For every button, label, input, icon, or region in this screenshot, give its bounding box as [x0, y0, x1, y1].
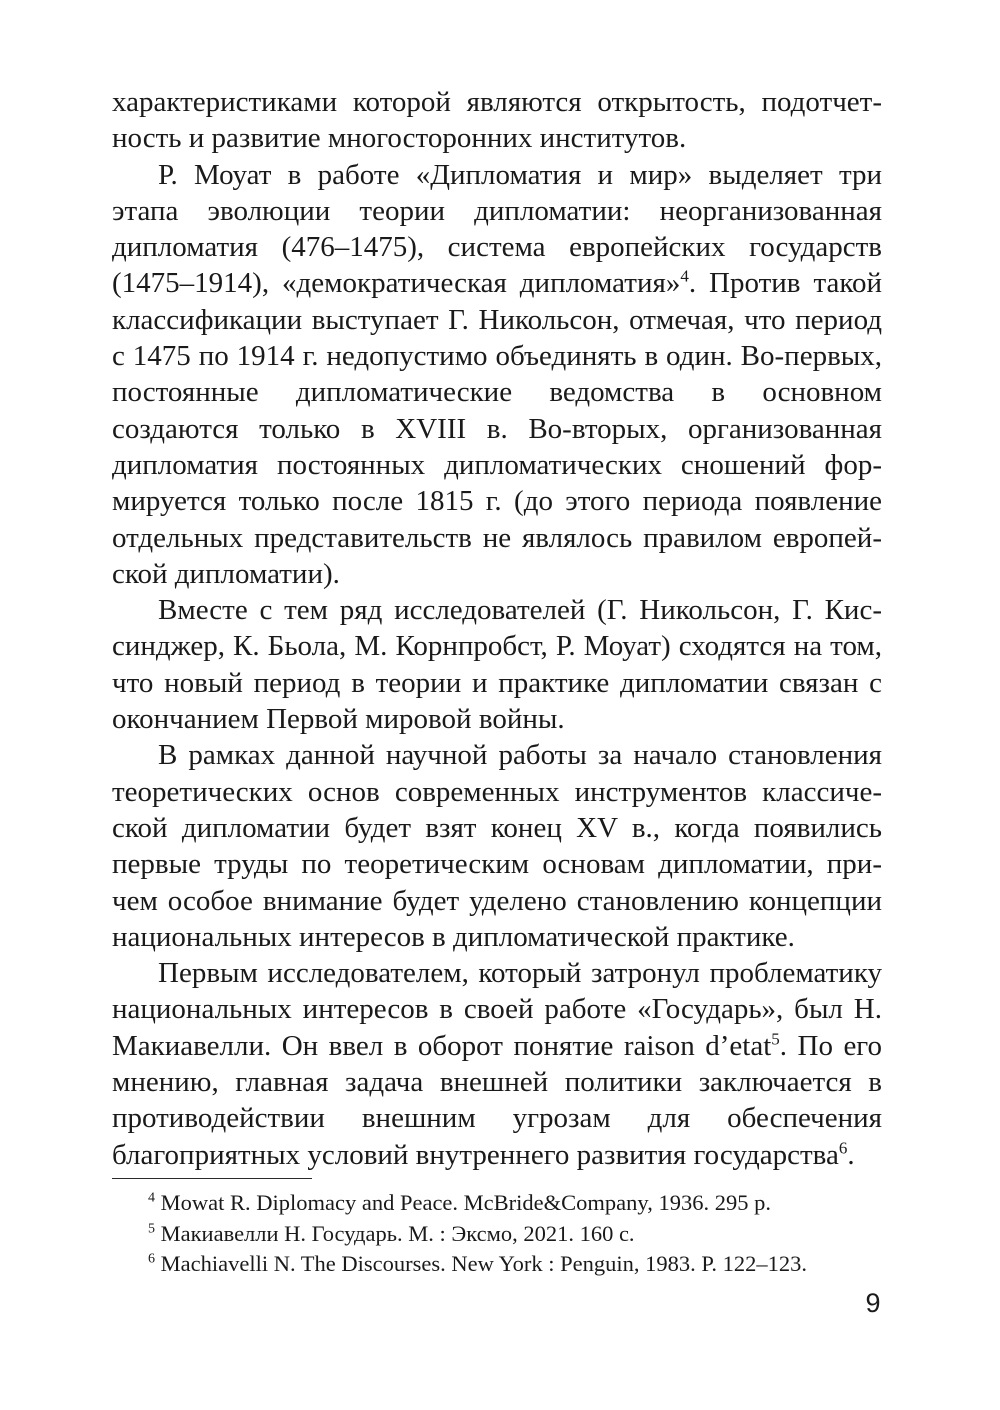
paragraph-1 — [112, 84, 882, 157]
footnote-ref-5[interactable]: 5 — [771, 1029, 780, 1049]
footnote-number-4: 4 — [148, 1190, 155, 1206]
page-body — [112, 84, 882, 1173]
paragraph-2-text-b: . Против такой классификации выступает Г. Никольсон, отмечая, что период с 1475 по 1914 г. недопустимо объединять в один. Во-первых, постоянные дипломатические ведомства в основном создаются только в XVIII в. Во-вторых, организованная дипломатия постоянных дипломатических сношений формируется только после 1815 г. (до этого периода появление отдельных представительств не являлось правилом европейской дипломатии). — [112, 267, 882, 590]
footnote-text-5: Макиавелли Н. Государь. М. : Эксмо, 2021. 160 с. — [155, 1220, 635, 1246]
paragraph-4 — [112, 737, 882, 955]
footnote-6 — [112, 1249, 902, 1280]
paragraph-4-text: В рамках данной научной работы за начало становления теоретических основ современных инструментов классической дипломатии будет взят конец XV в., когда появились первые труды по теоретическим основам дипломатии, причем особое внимание будет уделено становлению концепции национальных интересов в дипломатической практике. — [112, 739, 882, 953]
paragraph-5-text-c: . — [847, 1138, 855, 1171]
paragraph-3-text: Вместе с тем ряд исследователей (Г. Никольсон, Г. Киссинджер, К. Бьола, М. Корнпробст, Р. Моуат) сходятся на том, что новый период в теории и практике дипломатии связан с окончанием Первой мировой войны. — [112, 594, 882, 736]
page-number: 9 — [865, 1288, 881, 1318]
paragraph-2-text-a: Р. Моуат в работе «Дипломатия и мир» выделяет три этапа эволюции теории дипломатии: неорганизованная дипломатия (476–1475), система европейских государств (1475–1914), «демократическая дипломатия» — [112, 158, 882, 300]
footnote-number-5: 5 — [148, 1221, 155, 1236]
paragraph-5-text-a: Первым исследователем, который затронул проблематику национальных интересов в своей работе «Государь», был Н. Макиавелли. Он ввел в оборот понятие raison d’etat — [112, 957, 882, 1062]
footnotes — [112, 1188, 902, 1280]
footnote-5 — [112, 1219, 902, 1250]
paragraph-2 — [112, 157, 882, 593]
paragraph-5 — [112, 955, 882, 1173]
paragraph-3 — [112, 592, 882, 737]
footnote-text-6: Machiavelli N. The Discourses. New York : Penguin, 1983. P. 122–123. — [155, 1251, 808, 1276]
footnote-ref-4[interactable]: 4 — [680, 266, 689, 286]
footnote-text-4: Mowat R. Diplomacy and Peace. McBride&Company, 1936. 295 p. — [155, 1190, 771, 1215]
footnote-ref-6[interactable]: 6 — [838, 1137, 848, 1157]
paragraph-1-text: характеристиками которой являются открытость, подотчетность и развитие многосторонних институтов. — [112, 86, 882, 155]
paragraph-5-text-b: . По его мнению, главная задача внешней политики заключается в противодействии внешним угрозам для обеспечения благоприятных условий внутреннего развития государства — [112, 1029, 882, 1171]
footnote-divider — [112, 1178, 312, 1179]
footnote-number-6: 6 — [148, 1251, 155, 1267]
footnote-4 — [112, 1188, 902, 1219]
